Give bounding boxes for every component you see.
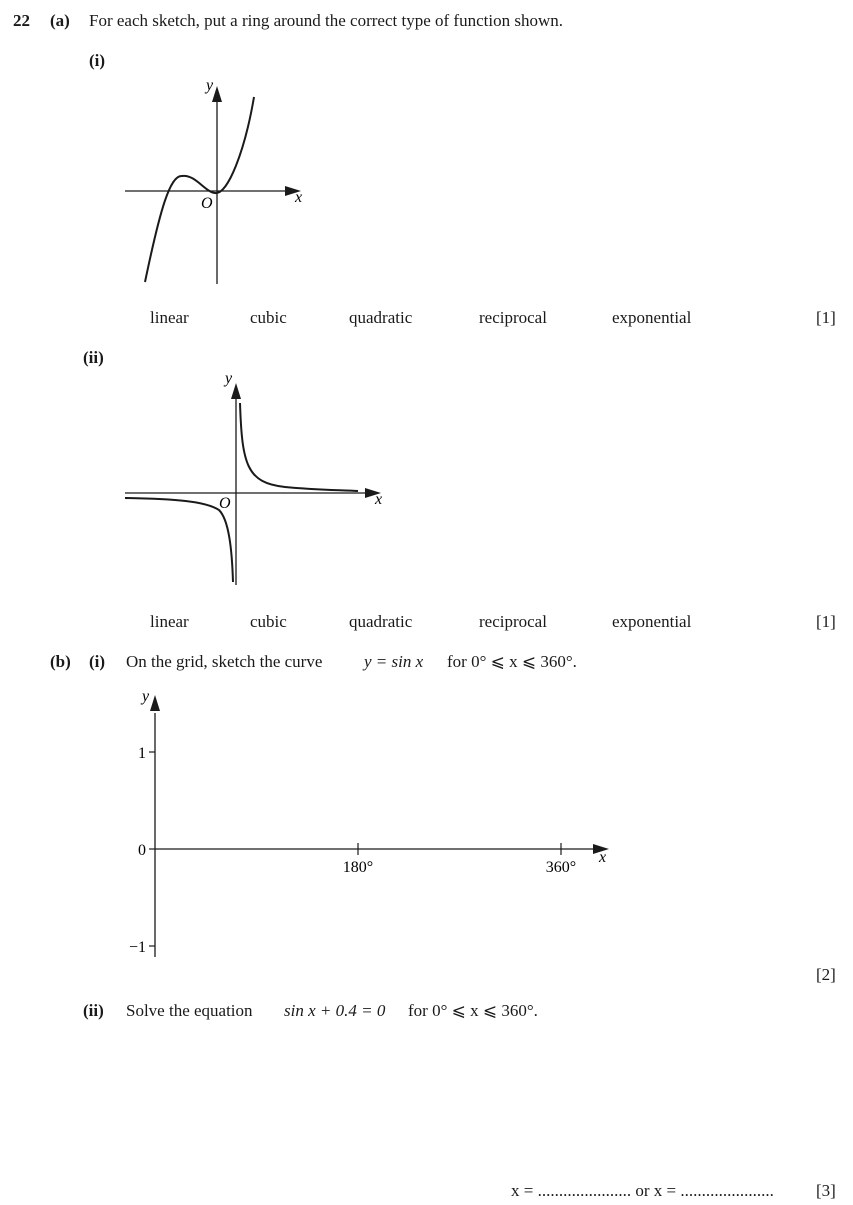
option-exponential[interactable]: exponential bbox=[612, 612, 692, 631]
marks-a-i: [1] bbox=[816, 308, 836, 327]
part-b-ii-label: (ii) bbox=[83, 1001, 104, 1020]
sub-ii-label: (ii) bbox=[83, 348, 104, 367]
y-tick-0: 0 bbox=[138, 842, 146, 859]
option-linear[interactable]: linear bbox=[150, 612, 189, 631]
part-b-ii-equation: sin x + 0.4 = 0 bbox=[284, 1001, 386, 1020]
reciprocal-sketch bbox=[115, 365, 405, 595]
option-reciprocal[interactable]: reciprocal bbox=[479, 308, 547, 327]
option-cubic[interactable]: cubic bbox=[250, 612, 287, 631]
grid-y-label: y bbox=[142, 688, 150, 705]
option-quadratic[interactable]: quadratic bbox=[349, 308, 413, 327]
part-b-label: (b) bbox=[50, 652, 71, 671]
part-b-i-equation: y = sin x bbox=[364, 652, 424, 671]
marks-b-ii: [3] bbox=[816, 1181, 836, 1200]
sub-i-label: (i) bbox=[89, 51, 106, 70]
cubic-origin-label: O bbox=[201, 195, 213, 212]
part-b-i-label: (i) bbox=[89, 652, 106, 671]
question-number: 22 bbox=[13, 11, 30, 30]
cubic-x-label: x bbox=[295, 189, 303, 206]
y-tick-minus-1: −1 bbox=[128, 939, 146, 956]
part-b-i-prompt: On the grid, sketch the curve bbox=[126, 652, 323, 671]
x-tick-360: 360° bbox=[545, 859, 577, 876]
part-a-instruction: For each sketch, put a ring around the correct type of function shown. bbox=[89, 11, 563, 30]
cubic-sketch bbox=[115, 70, 315, 290]
y-tick-1: 1 bbox=[138, 745, 146, 762]
part-b-ii-prompt: Solve the equation bbox=[126, 1001, 253, 1020]
reciprocal-x-label: x bbox=[375, 491, 383, 508]
answer-line[interactable]: x = ...................... or x = ...................... bbox=[511, 1181, 774, 1200]
option-exponential[interactable]: exponential bbox=[612, 308, 692, 327]
grid-x-label: x bbox=[599, 849, 607, 866]
part-a-label: (a) bbox=[50, 11, 70, 30]
cubic-y-label: y bbox=[206, 77, 214, 94]
option-cubic[interactable]: cubic bbox=[250, 308, 287, 327]
marks-a-ii: [1] bbox=[816, 612, 836, 631]
x-tick-180: 180° bbox=[342, 859, 374, 876]
reciprocal-y-label: y bbox=[225, 370, 233, 387]
option-quadratic[interactable]: quadratic bbox=[349, 612, 413, 631]
option-linear[interactable]: linear bbox=[150, 308, 189, 327]
reciprocal-origin-label: O bbox=[219, 495, 231, 512]
marks-b-i: [2] bbox=[816, 965, 836, 984]
option-reciprocal[interactable]: reciprocal bbox=[479, 612, 547, 631]
sine-grid[interactable] bbox=[115, 685, 625, 965]
part-b-i-range: for 0° ⩽ x ⩽ 360°. bbox=[447, 652, 577, 671]
part-b-ii-range: for 0° ⩽ x ⩽ 360°. bbox=[408, 1001, 538, 1020]
